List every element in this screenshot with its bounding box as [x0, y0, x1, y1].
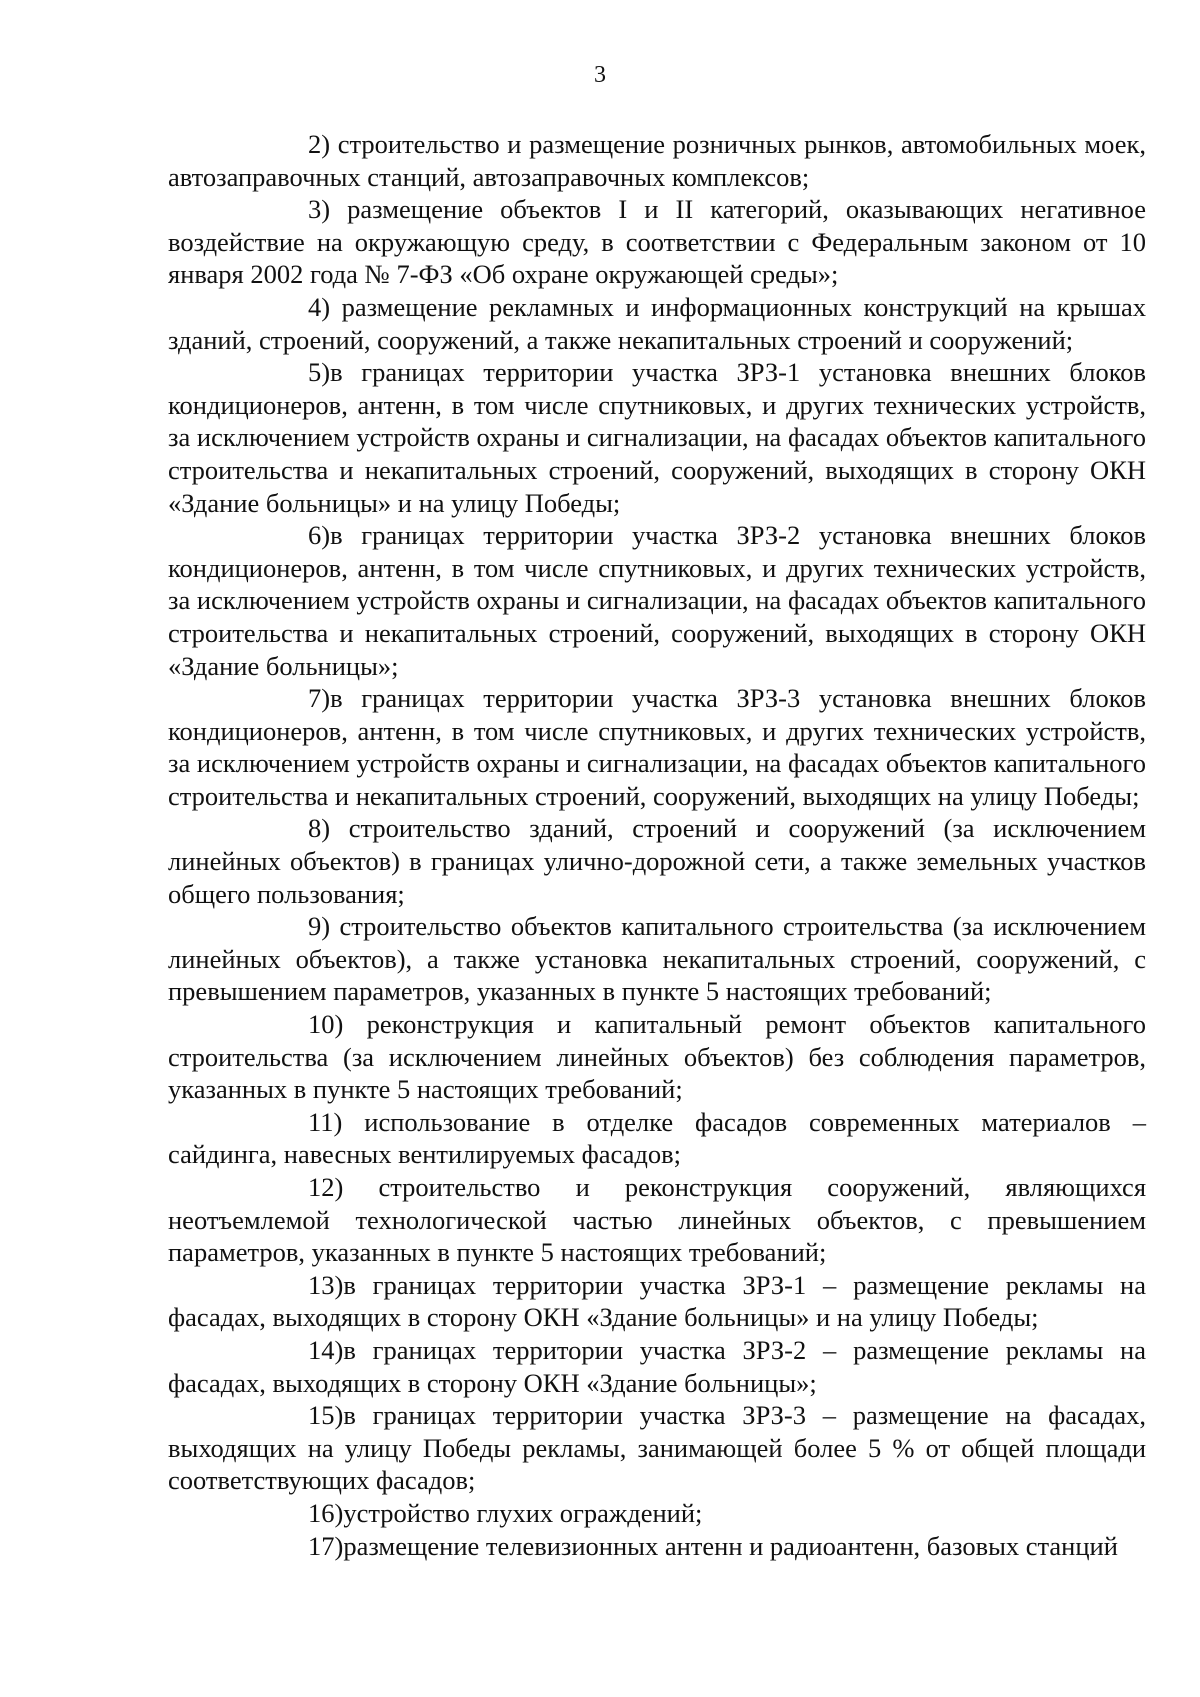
- item-number: 5): [308, 357, 331, 388]
- item-number: 12): [308, 1172, 344, 1202]
- item-text: в границах территории участка ЗРЗ-2 – размещение рекламы на фасадах, выходящих в сторону ОКН «Здание больницы»;: [168, 1334, 1146, 1398]
- item-number: 11): [308, 1106, 343, 1137]
- list-item: [168, 1008, 1146, 1106]
- list-item: [168, 1530, 1146, 1563]
- item-text: строительство объектов капитального строительства (за исключением линейных объектов), а также установка некапитальных строений, сооружений, с превышением параметров, указанных в пункте 5 настоящих требований;: [168, 911, 1147, 1007]
- list-item: [168, 1269, 1146, 1334]
- list-item: [168, 128, 1146, 193]
- item-text: строительство и размещение розничных рынков, автомобильных моек, автозаправочных станций, автозаправочных комплексов;: [168, 129, 1147, 192]
- item-number: 2): [308, 129, 331, 159]
- item-number: 6): [308, 520, 331, 551]
- item-number: 14): [308, 1334, 344, 1365]
- list-item: [168, 812, 1146, 910]
- item-text: в границах территории участка ЗРЗ-3 – размещение на фасадах, выходящих на улицу Победы рекламы, занимающей более 5 % от общей площади соответствующих фасадов;: [168, 1400, 1146, 1496]
- list-item: [168, 1497, 1146, 1530]
- list-item: [168, 1334, 1146, 1399]
- item-text: реконструкция и капитальный ремонт объектов капитального строительства (за исключением линейных объектов) без соблюдения параметров, указанных в пункте 5 настоящих требований;: [168, 1009, 1147, 1105]
- item-text: размещение телевизионных антенн и радиоантенн, базовых станций: [343, 1530, 1118, 1561]
- list-item: [168, 1106, 1146, 1171]
- item-number: 13): [308, 1269, 344, 1300]
- item-text: строительство зданий, строений и сооружений (за исключением линейных объектов) в границах улично-дорожной сети, а также земельных участков общего пользования;: [168, 813, 1147, 909]
- list-item: [168, 356, 1146, 519]
- item-text: использование в отделке фасадов современных материалов – сайдинга, навесных вентилируемых фасадов;: [168, 1106, 1146, 1170]
- item-text: устройство глухих ограждений;: [343, 1497, 703, 1528]
- list-item: [168, 519, 1146, 682]
- item-text: в границах территории участка ЗРЗ-3 установка внешних блоков кондиционеров, антенн, в том числе спутниковых, и других технических устройств, за исключением устройств охраны и сигнализации, на фасадах объектов капитального строительства и некапитальных строений, сооружений, выходящих на улицу Победы;: [168, 683, 1146, 811]
- list-item: [168, 1399, 1146, 1497]
- item-number: 3): [308, 194, 331, 225]
- item-number: 8): [308, 813, 331, 844]
- item-text: в границах территории участка ЗРЗ-1 – размещение рекламы на фасадах, выходящих в сторону ОКН «Здание больницы» и на улицу Победы;: [168, 1269, 1146, 1333]
- item-number: 9): [308, 911, 331, 942]
- list-item: [168, 291, 1146, 356]
- item-number: 17): [308, 1530, 344, 1561]
- list-item: [168, 682, 1146, 812]
- item-number: 10): [308, 1009, 344, 1040]
- item-text: в границах территории участка ЗРЗ-1 установка внешних блоков кондиционеров, антенн, в том числе спутниковых, и других технических устройств, за исключением устройств охраны и сигнализации, на фасадах объектов капитального строительства и некапитальных строений, сооружений, выходящих в сторону ОКН «Здание больницы» и на улицу Победы;: [168, 357, 1146, 518]
- item-number: 16): [308, 1497, 344, 1528]
- item-text: размещение рекламных и информационных конструкций на крышах зданий, строений, сооружений, а также некапитальных строений и сооружений;: [168, 291, 1147, 355]
- list-item: [168, 193, 1146, 291]
- item-number: 15): [308, 1400, 344, 1431]
- item-text: размещение объектов I и II категорий, оказывающих негативное воздействие на окружающую среду, в соответствии с Федеральным законом от 10 января 2002 года № 7-ФЗ «Об охране окружающей среды»;: [168, 194, 1147, 290]
- item-text: строительство и реконструкция сооружений, являющихся неотъемлемой технологической частью линейных объектов, с превышением параметров, указанных в пункте 5 настоящих требований;: [168, 1172, 1147, 1268]
- list-item: [168, 1171, 1146, 1269]
- page-number: 3: [594, 62, 606, 88]
- list-item: [168, 910, 1146, 1008]
- item-number: 4): [308, 291, 331, 322]
- restrictions-list: [168, 128, 1146, 1562]
- item-number: 7): [308, 683, 331, 714]
- item-text: в границах территории участка ЗРЗ-2 установка внешних блоков кондиционеров, антенн, в том числе спутниковых, и других технических устройств, за исключением устройств охраны и сигнализации, на фасадах объектов капитального строительства и некапитальных строений, сооружений, выходящих в сторону ОКН «Здание больницы»;: [168, 520, 1146, 681]
